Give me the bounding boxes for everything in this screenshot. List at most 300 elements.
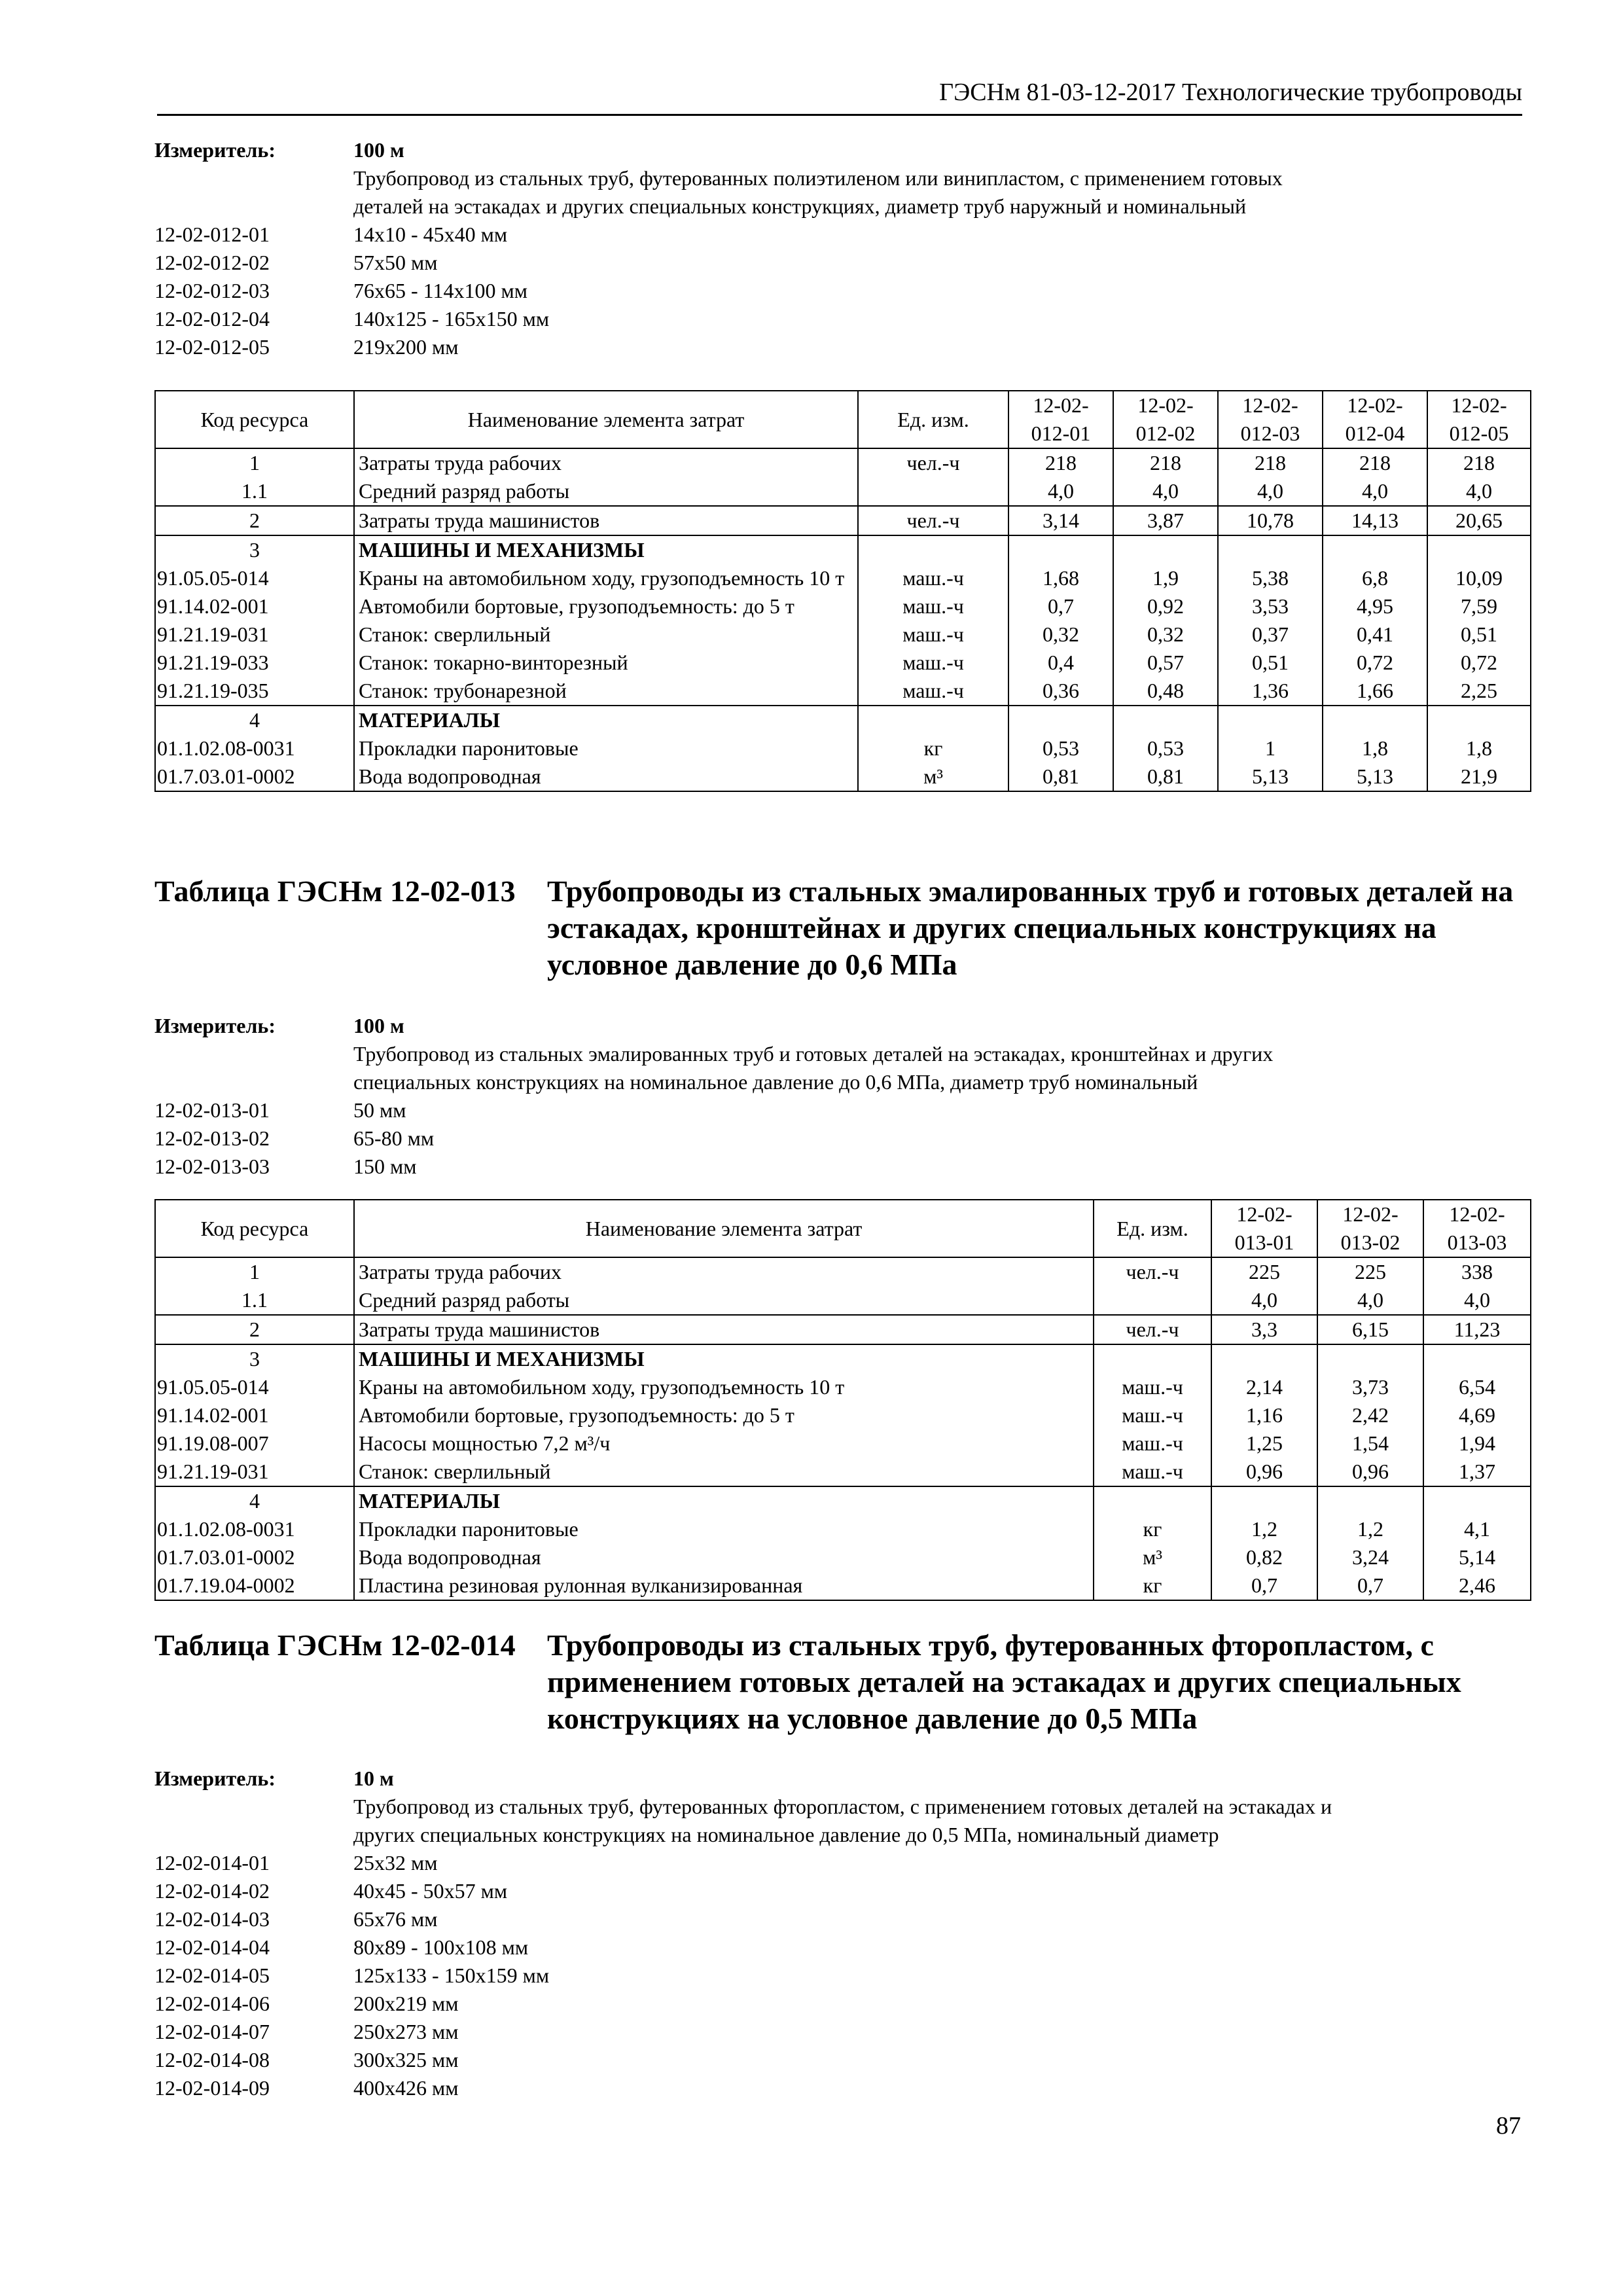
cost-element-name: Пластина резиновая рулонная вулканизированная xyxy=(354,1571,1094,1600)
meter-item xyxy=(154,305,1529,333)
norm-value: 1,2 xyxy=(1317,1515,1423,1543)
meter-description-row xyxy=(154,164,1529,192)
norm-value: 0,36 xyxy=(1008,677,1113,706)
resource-code: 4 xyxy=(155,706,354,734)
norm-value: 1,25 xyxy=(1211,1429,1317,1458)
norm-value: 11,23 xyxy=(1423,1315,1531,1344)
norm-value: 2,46 xyxy=(1423,1571,1531,1600)
norm-value xyxy=(1427,535,1531,564)
table-row xyxy=(155,535,1531,564)
resource-code: 3 xyxy=(155,535,354,564)
meter-item-text: 25х32 мм xyxy=(353,1851,438,1874)
norm-value: 0,7 xyxy=(1008,592,1113,620)
meter-item xyxy=(154,1849,1529,1877)
table-row xyxy=(155,1543,1531,1571)
norm-value xyxy=(1427,706,1531,734)
cost-element-name: Автомобили бортовые, грузоподъемность: до 5 т xyxy=(354,592,858,620)
norm-value: 0,53 xyxy=(1113,734,1218,762)
unit-of-measure: кг xyxy=(1094,1515,1211,1543)
column-code-line2: 013-01 xyxy=(1234,1230,1294,1254)
cost-element-name: Станок: сверлильный xyxy=(354,620,858,649)
column-code-line1: 12-02- xyxy=(1347,393,1403,417)
resource-code: 1 xyxy=(155,1257,354,1286)
unit-of-measure xyxy=(858,706,1008,734)
unit-of-measure: маш.-ч xyxy=(858,592,1008,620)
table-row xyxy=(155,1286,1531,1315)
norm-value xyxy=(1113,706,1218,734)
column-code-line2: 012-03 xyxy=(1240,422,1300,445)
norm-value: 5,14 xyxy=(1423,1543,1531,1571)
cost-element-name: Прокладки паронитовые xyxy=(354,1515,1094,1543)
table-row xyxy=(155,592,1531,620)
norm-value: 3,73 xyxy=(1317,1373,1423,1401)
norm-value: 3,3 xyxy=(1211,1315,1317,1344)
table-header-row xyxy=(155,391,1531,448)
meter-row xyxy=(154,1012,1529,1040)
norm-value: 4,0 xyxy=(1427,477,1531,506)
meter-item-text: 50 мм xyxy=(353,1098,406,1122)
cost-element-name: Краны на автомобильном ходу, грузоподъемность 10 т xyxy=(354,1373,1094,1401)
norm-value: 0,81 xyxy=(1008,762,1113,791)
meter-item xyxy=(154,1962,1529,1990)
norm-value: 0,7 xyxy=(1211,1571,1317,1600)
meter-item-code: 12-02-014-04 xyxy=(154,1935,270,1959)
resource-code: 2 xyxy=(155,1315,354,1344)
norm-value: 14,13 xyxy=(1323,506,1427,535)
table-number: Таблица ГЭСНм 12-02-013 xyxy=(154,874,516,908)
cost-element-name: МАШИНЫ И МЕХАНИЗМЫ xyxy=(354,1344,1094,1373)
meter-description: Трубопровод из стальных труб, футерованных полиэтиленом или винипластом, с применением готовых xyxy=(353,166,1283,190)
table-name-line: конструкциях на условное давление до 0,5 МПа xyxy=(547,1702,1198,1735)
norm-value: 4,0 xyxy=(1423,1286,1531,1315)
meter-item-text: 76х65 - 114х100 мм xyxy=(353,279,527,302)
meter-item-text: 250х273 мм xyxy=(353,2020,459,2043)
column-code-line1: 12-02- xyxy=(1449,1202,1505,1226)
cost-element-name: Станок: токарно-винторезный xyxy=(354,649,858,677)
norm-value: 0,92 xyxy=(1113,592,1218,620)
column-header: Наименование элемента затрат xyxy=(354,1200,1094,1257)
table-row xyxy=(155,1486,1531,1515)
meter-description: деталей на эстакадах и других специальных конструкциях, диаметр труб наружный и номинальный xyxy=(353,194,1247,218)
meter-description: специальных конструкциях на номинальное давление до 0,6 МПа, диаметр труб номинальный xyxy=(353,1070,1198,1094)
table-header-row xyxy=(155,1200,1531,1257)
page-number: 87 xyxy=(1496,2112,1521,2140)
column-code-line1: 12-02- xyxy=(1451,393,1507,417)
resource-code: 3 xyxy=(155,1344,354,1373)
table-name-line: применением готовых деталей на эстакадах и других специальных xyxy=(547,1665,1461,1698)
cost-element-name: Средний разряд работы xyxy=(354,1286,1094,1315)
meter-block-12-02-014 xyxy=(154,1765,1529,2102)
unit-of-measure: кг xyxy=(858,734,1008,762)
norm-value: 1,54 xyxy=(1317,1429,1423,1458)
column-code-line1: 12-02- xyxy=(1242,393,1298,417)
column-code-line2: 012-01 xyxy=(1031,422,1091,445)
cost-element-name: Средний разряд работы xyxy=(354,477,858,506)
cost-element-name: Затраты труда машинистов xyxy=(354,506,858,535)
norm-value: 6,54 xyxy=(1423,1373,1531,1401)
column-code-line2: 012-02 xyxy=(1135,422,1196,445)
meter-description-row xyxy=(154,192,1529,221)
spacer xyxy=(154,164,353,192)
norm-value: 7,59 xyxy=(1427,592,1531,620)
column-header: Ед. изм. xyxy=(1094,1200,1211,1257)
table-row xyxy=(155,734,1531,762)
norm-value: 1,68 xyxy=(1008,564,1113,592)
spacer xyxy=(154,192,353,221)
cost-element-name: Станок: трубонарезной xyxy=(354,677,858,706)
meter-item-code: 12-02-014-09 xyxy=(154,2076,270,2100)
meter-item-text: 80х89 - 100х108 мм xyxy=(353,1935,529,1959)
column-header: Код ресурса xyxy=(155,391,354,448)
meter-item-text: 40х45 - 50х57 мм xyxy=(353,1879,508,1903)
norm-value: 0,96 xyxy=(1211,1458,1317,1486)
resource-code: 91.21.19-031 xyxy=(155,1458,354,1486)
column-header-code xyxy=(1323,391,1427,448)
meter-item xyxy=(154,1990,1529,2018)
cost-element-name: Вода водопроводная xyxy=(354,1543,1094,1571)
column-code-line2: 013-03 xyxy=(1447,1230,1507,1254)
meter-item-code: 12-02-012-01 xyxy=(154,223,270,246)
meter-item xyxy=(154,1096,1529,1124)
meter-item xyxy=(154,1905,1529,1933)
table-row xyxy=(155,477,1531,506)
norm-value: 0,82 xyxy=(1211,1543,1317,1571)
unit-of-measure xyxy=(858,477,1008,506)
norm-value: 0,7 xyxy=(1317,1571,1423,1600)
meter-row xyxy=(154,136,1529,164)
norm-value: 1,16 xyxy=(1211,1401,1317,1429)
column-code-line1: 12-02- xyxy=(1137,393,1194,417)
meter-item-code: 12-02-013-03 xyxy=(154,1155,270,1178)
norm-value: 0,51 xyxy=(1427,620,1531,649)
norm-value xyxy=(1218,535,1323,564)
meter-item-text: 200х219 мм xyxy=(353,1992,459,2015)
table-name-line: Трубопроводы из стальных эмалированных труб и готовых деталей на xyxy=(547,874,1514,908)
norm-value xyxy=(1211,1486,1317,1515)
resource-table-12-02-012 xyxy=(154,390,1531,792)
spacer xyxy=(154,1068,353,1096)
norm-value: 0,96 xyxy=(1317,1458,1423,1486)
norm-value: 218 xyxy=(1323,448,1427,477)
meter-item-code: 12-02-014-03 xyxy=(154,1907,270,1931)
norm-value: 5,38 xyxy=(1218,564,1323,592)
resource-code: 1 xyxy=(155,448,354,477)
norm-value: 4,0 xyxy=(1113,477,1218,506)
cost-element-name: Вода водопроводная xyxy=(354,762,858,791)
meter-item xyxy=(154,1933,1529,1962)
table-title-12-02-013 xyxy=(154,873,1542,983)
meter-item-text: 57х50 мм xyxy=(353,251,438,274)
unit-of-measure: маш.-ч xyxy=(1094,1401,1211,1429)
unit-of-measure: маш.-ч xyxy=(1094,1429,1211,1458)
unit-of-measure: м³ xyxy=(1094,1543,1211,1571)
meter-description: Трубопровод из стальных эмалированных труб и готовых деталей на эстакадах, кронштейнах и других xyxy=(353,1042,1274,1066)
meter-item xyxy=(154,1877,1529,1905)
meter-item-code: 12-02-012-03 xyxy=(154,279,270,302)
cost-element-name: Затраты труда рабочих xyxy=(354,1257,1094,1286)
table-name xyxy=(547,1627,1542,1737)
resource-code: 91.21.19-033 xyxy=(155,649,354,677)
norm-value: 5,13 xyxy=(1323,762,1427,791)
norm-value: 3,24 xyxy=(1317,1543,1423,1571)
norm-value: 218 xyxy=(1008,448,1113,477)
table-row xyxy=(155,1429,1531,1458)
meter-item xyxy=(154,1153,1529,1181)
norm-value xyxy=(1323,535,1427,564)
norm-value: 1,94 xyxy=(1423,1429,1531,1458)
meter-description: Трубопровод из стальных труб, футерованных фторопластом, с применением готовых деталей на эстакадах и xyxy=(353,1795,1332,1818)
column-header-code xyxy=(1423,1200,1531,1257)
norm-value xyxy=(1218,706,1323,734)
meter-item-text: 65-80 мм xyxy=(353,1126,435,1150)
spacer xyxy=(154,1821,353,1849)
norm-value: 20,65 xyxy=(1427,506,1531,535)
resource-code: 1.1 xyxy=(155,1286,354,1315)
column-code-line1: 12-02- xyxy=(1236,1202,1293,1226)
norm-value: 1 xyxy=(1218,734,1323,762)
norm-value: 0,32 xyxy=(1113,620,1218,649)
norm-value: 225 xyxy=(1317,1257,1423,1286)
spacer xyxy=(154,1040,353,1068)
norm-value xyxy=(1423,1486,1531,1515)
meter-item-code: 12-02-014-08 xyxy=(154,2048,270,2072)
norm-value: 6,15 xyxy=(1317,1315,1423,1344)
table-row xyxy=(155,564,1531,592)
norm-value: 0,48 xyxy=(1113,677,1218,706)
unit-of-measure: маш.-ч xyxy=(858,649,1008,677)
column-header-code xyxy=(1317,1200,1423,1257)
cost-element-name: Затраты труда машинистов xyxy=(354,1315,1094,1344)
table-name-line: Трубопроводы из стальных труб, футерованных фторопластом, с xyxy=(547,1628,1434,1662)
resource-code: 1.1 xyxy=(155,477,354,506)
table-name-line: условное давление до 0,6 МПа xyxy=(547,948,957,981)
unit-of-measure xyxy=(1094,1286,1211,1315)
meter-item-text: 65х76 мм xyxy=(353,1907,438,1931)
norm-value: 4,0 xyxy=(1211,1286,1317,1315)
norm-value: 1,8 xyxy=(1427,734,1531,762)
meter-item-text: 219х200 мм xyxy=(353,335,459,359)
column-header-code xyxy=(1211,1200,1317,1257)
column-header-code xyxy=(1113,391,1218,448)
column-code-line1: 12-02- xyxy=(1342,1202,1399,1226)
meter-item-text: 150 мм xyxy=(353,1155,417,1178)
table-row xyxy=(155,448,1531,477)
norm-value: 218 xyxy=(1113,448,1218,477)
table-row xyxy=(155,506,1531,535)
table-row xyxy=(155,649,1531,677)
norm-value: 4,69 xyxy=(1423,1401,1531,1429)
norm-value: 2,25 xyxy=(1427,677,1531,706)
norm-value: 5,13 xyxy=(1218,762,1323,791)
meter-block-12-02-012 xyxy=(154,136,1529,361)
meter-item xyxy=(154,333,1529,361)
resource-code: 91.21.19-035 xyxy=(155,677,354,706)
table-row xyxy=(155,706,1531,734)
unit-of-measure: маш.-ч xyxy=(858,564,1008,592)
meter-item-code: 12-02-014-02 xyxy=(154,1879,270,1903)
cost-element-name: Автомобили бортовые, грузоподъемность: до 5 т xyxy=(354,1401,1094,1429)
norm-value: 0,81 xyxy=(1113,762,1218,791)
meter-item xyxy=(154,249,1529,277)
norm-value: 218 xyxy=(1218,448,1323,477)
meter-item-text: 140х125 - 165х150 мм xyxy=(353,307,550,331)
resource-code: 91.21.19-031 xyxy=(155,620,354,649)
meter-item-code: 12-02-014-07 xyxy=(154,2020,270,2043)
norm-value xyxy=(1317,1486,1423,1515)
meter-item-code: 12-02-014-01 xyxy=(154,1851,270,1874)
meter-item-code: 12-02-012-05 xyxy=(154,335,270,359)
norm-value: 0,72 xyxy=(1323,649,1427,677)
resource-code: 4 xyxy=(155,1486,354,1515)
meter-label: Измеритель: xyxy=(154,1014,276,1037)
table-number: Таблица ГЭСНм 12-02-014 xyxy=(154,1628,516,1662)
unit-of-measure xyxy=(858,535,1008,564)
resource-code: 01.7.19.04-0002 xyxy=(155,1571,354,1600)
meter-description-row xyxy=(154,1040,1529,1068)
table-row xyxy=(155,1458,1531,1486)
meter-item-code: 12-02-013-01 xyxy=(154,1098,270,1122)
norm-value: 1,36 xyxy=(1218,677,1323,706)
table-name-line: эстакадах, кронштейнах и других специальных конструкциях на xyxy=(547,911,1436,944)
unit-of-measure xyxy=(1094,1344,1211,1373)
table-row xyxy=(155,1401,1531,1429)
norm-value: 2,14 xyxy=(1211,1373,1317,1401)
resource-code: 91.05.05-014 xyxy=(155,564,354,592)
table-title-12-02-014 xyxy=(154,1627,1542,1737)
norm-value xyxy=(1317,1344,1423,1373)
norm-value: 4,0 xyxy=(1323,477,1427,506)
norm-value: 4,1 xyxy=(1423,1515,1531,1543)
meter-item-code: 12-02-012-02 xyxy=(154,251,270,274)
meter-item-text: 125х133 - 150х159 мм xyxy=(353,1964,550,1987)
meter-row xyxy=(154,1765,1529,1793)
unit-of-measure: кг xyxy=(1094,1571,1211,1600)
norm-value: 1,37 xyxy=(1423,1458,1531,1486)
table-row xyxy=(155,620,1531,649)
cost-element-name: Затраты труда рабочих xyxy=(354,448,858,477)
norm-value: 1,2 xyxy=(1211,1515,1317,1543)
cost-element-name: Краны на автомобильном ходу, грузоподъемность 10 т xyxy=(354,564,858,592)
norm-value: 4,0 xyxy=(1317,1286,1423,1315)
norm-value: 338 xyxy=(1423,1257,1531,1286)
meter-item xyxy=(154,2046,1529,2074)
meter-item xyxy=(154,221,1529,249)
unit-of-measure: чел.-ч xyxy=(858,506,1008,535)
norm-value: 6,8 xyxy=(1323,564,1427,592)
unit-of-measure: маш.-ч xyxy=(1094,1458,1211,1486)
spacer xyxy=(154,1793,353,1821)
unit-of-measure: чел.-ч xyxy=(1094,1257,1211,1286)
unit-of-measure: м³ xyxy=(858,762,1008,791)
norm-value: 0,51 xyxy=(1218,649,1323,677)
column-code-line2: 012-05 xyxy=(1449,422,1509,445)
cost-element-name: Насосы мощностью 7,2 м³/ч xyxy=(354,1429,1094,1458)
meter-item-code: 12-02-012-04 xyxy=(154,307,270,331)
meter-description-row xyxy=(154,1821,1529,1849)
cost-element-name: Прокладки паронитовые xyxy=(354,734,858,762)
table-row xyxy=(155,677,1531,706)
norm-value xyxy=(1423,1344,1531,1373)
norm-value: 3,14 xyxy=(1008,506,1113,535)
norm-value: 0,57 xyxy=(1113,649,1218,677)
column-code-line1: 12-02- xyxy=(1033,393,1089,417)
norm-value: 1,9 xyxy=(1113,564,1218,592)
column-header-code xyxy=(1427,391,1531,448)
unit-of-measure xyxy=(1094,1486,1211,1515)
column-code-line2: 012-04 xyxy=(1345,422,1405,445)
resource-code: 01.7.03.01-0002 xyxy=(155,1543,354,1571)
cost-element-name: Станок: сверлильный xyxy=(354,1458,1094,1486)
resource-code: 01.1.02.08-0031 xyxy=(155,1515,354,1543)
meter-item-code: 12-02-013-02 xyxy=(154,1126,270,1150)
norm-value: 4,0 xyxy=(1218,477,1323,506)
unit-of-measure: чел.-ч xyxy=(1094,1315,1211,1344)
table-row xyxy=(155,1373,1531,1401)
norm-value: 0,72 xyxy=(1427,649,1531,677)
norm-value: 225 xyxy=(1211,1257,1317,1286)
resource-code: 91.19.08-007 xyxy=(155,1429,354,1458)
meter-item xyxy=(154,2018,1529,2046)
resource-code: 01.1.02.08-0031 xyxy=(155,734,354,762)
column-header: Код ресурса xyxy=(155,1200,354,1257)
column-code-line2: 013-02 xyxy=(1340,1230,1400,1254)
meter-label: Измеритель: xyxy=(154,138,276,162)
meter-unit: 100 м xyxy=(353,1014,404,1037)
resource-code: 91.14.02-001 xyxy=(155,1401,354,1429)
norm-value: 2,42 xyxy=(1317,1401,1423,1429)
norm-value xyxy=(1323,706,1427,734)
column-header-code xyxy=(1008,391,1113,448)
meter-description: других специальных конструкциях на номинальное давление до 0,5 МПа, номинальный диаметр xyxy=(353,1823,1219,1846)
norm-value: 0,4 xyxy=(1008,649,1113,677)
norm-value: 4,0 xyxy=(1008,477,1113,506)
norm-value: 0,53 xyxy=(1008,734,1113,762)
table-row xyxy=(155,1515,1531,1543)
resource-code: 01.7.03.01-0002 xyxy=(155,762,354,791)
cost-element-name: МАШИНЫ И МЕХАНИЗМЫ xyxy=(354,535,858,564)
meter-item-text: 14х10 - 45х40 мм xyxy=(353,223,508,246)
unit-of-measure: маш.-ч xyxy=(858,677,1008,706)
table-row xyxy=(155,1571,1531,1600)
meter-item-text: 300х325 мм xyxy=(353,2048,459,2072)
meter-item xyxy=(154,1124,1529,1153)
norm-value: 3,87 xyxy=(1113,506,1218,535)
norm-value: 21,9 xyxy=(1427,762,1531,791)
unit-of-measure: чел.-ч xyxy=(858,448,1008,477)
column-header: Ед. изм. xyxy=(858,391,1008,448)
table-row xyxy=(155,1315,1531,1344)
norm-value: 10,09 xyxy=(1427,564,1531,592)
meter-unit: 100 м xyxy=(353,138,404,162)
norm-value xyxy=(1008,706,1113,734)
meter-description-row xyxy=(154,1793,1529,1821)
norm-value: 1,66 xyxy=(1323,677,1427,706)
norm-value: 3,53 xyxy=(1218,592,1323,620)
meter-item-code: 12-02-014-05 xyxy=(154,1964,270,1987)
cost-element-name: МАТЕРИАЛЫ xyxy=(354,706,858,734)
norm-value xyxy=(1008,535,1113,564)
resource-code: 91.05.05-014 xyxy=(155,1373,354,1401)
resource-table-12-02-013 xyxy=(154,1199,1531,1601)
running-header: ГЭСНм 81-03-12-2017 Технологические трубопроводы xyxy=(157,71,1522,116)
unit-of-measure: маш.-ч xyxy=(858,620,1008,649)
norm-value: 0,41 xyxy=(1323,620,1427,649)
meter-label: Измеритель: xyxy=(154,1767,276,1790)
resource-code: 91.14.02-001 xyxy=(155,592,354,620)
meter-unit: 10 м xyxy=(353,1767,394,1790)
meter-item-text: 400х426 мм xyxy=(353,2076,459,2100)
cost-element-name: МАТЕРИАЛЫ xyxy=(354,1486,1094,1515)
